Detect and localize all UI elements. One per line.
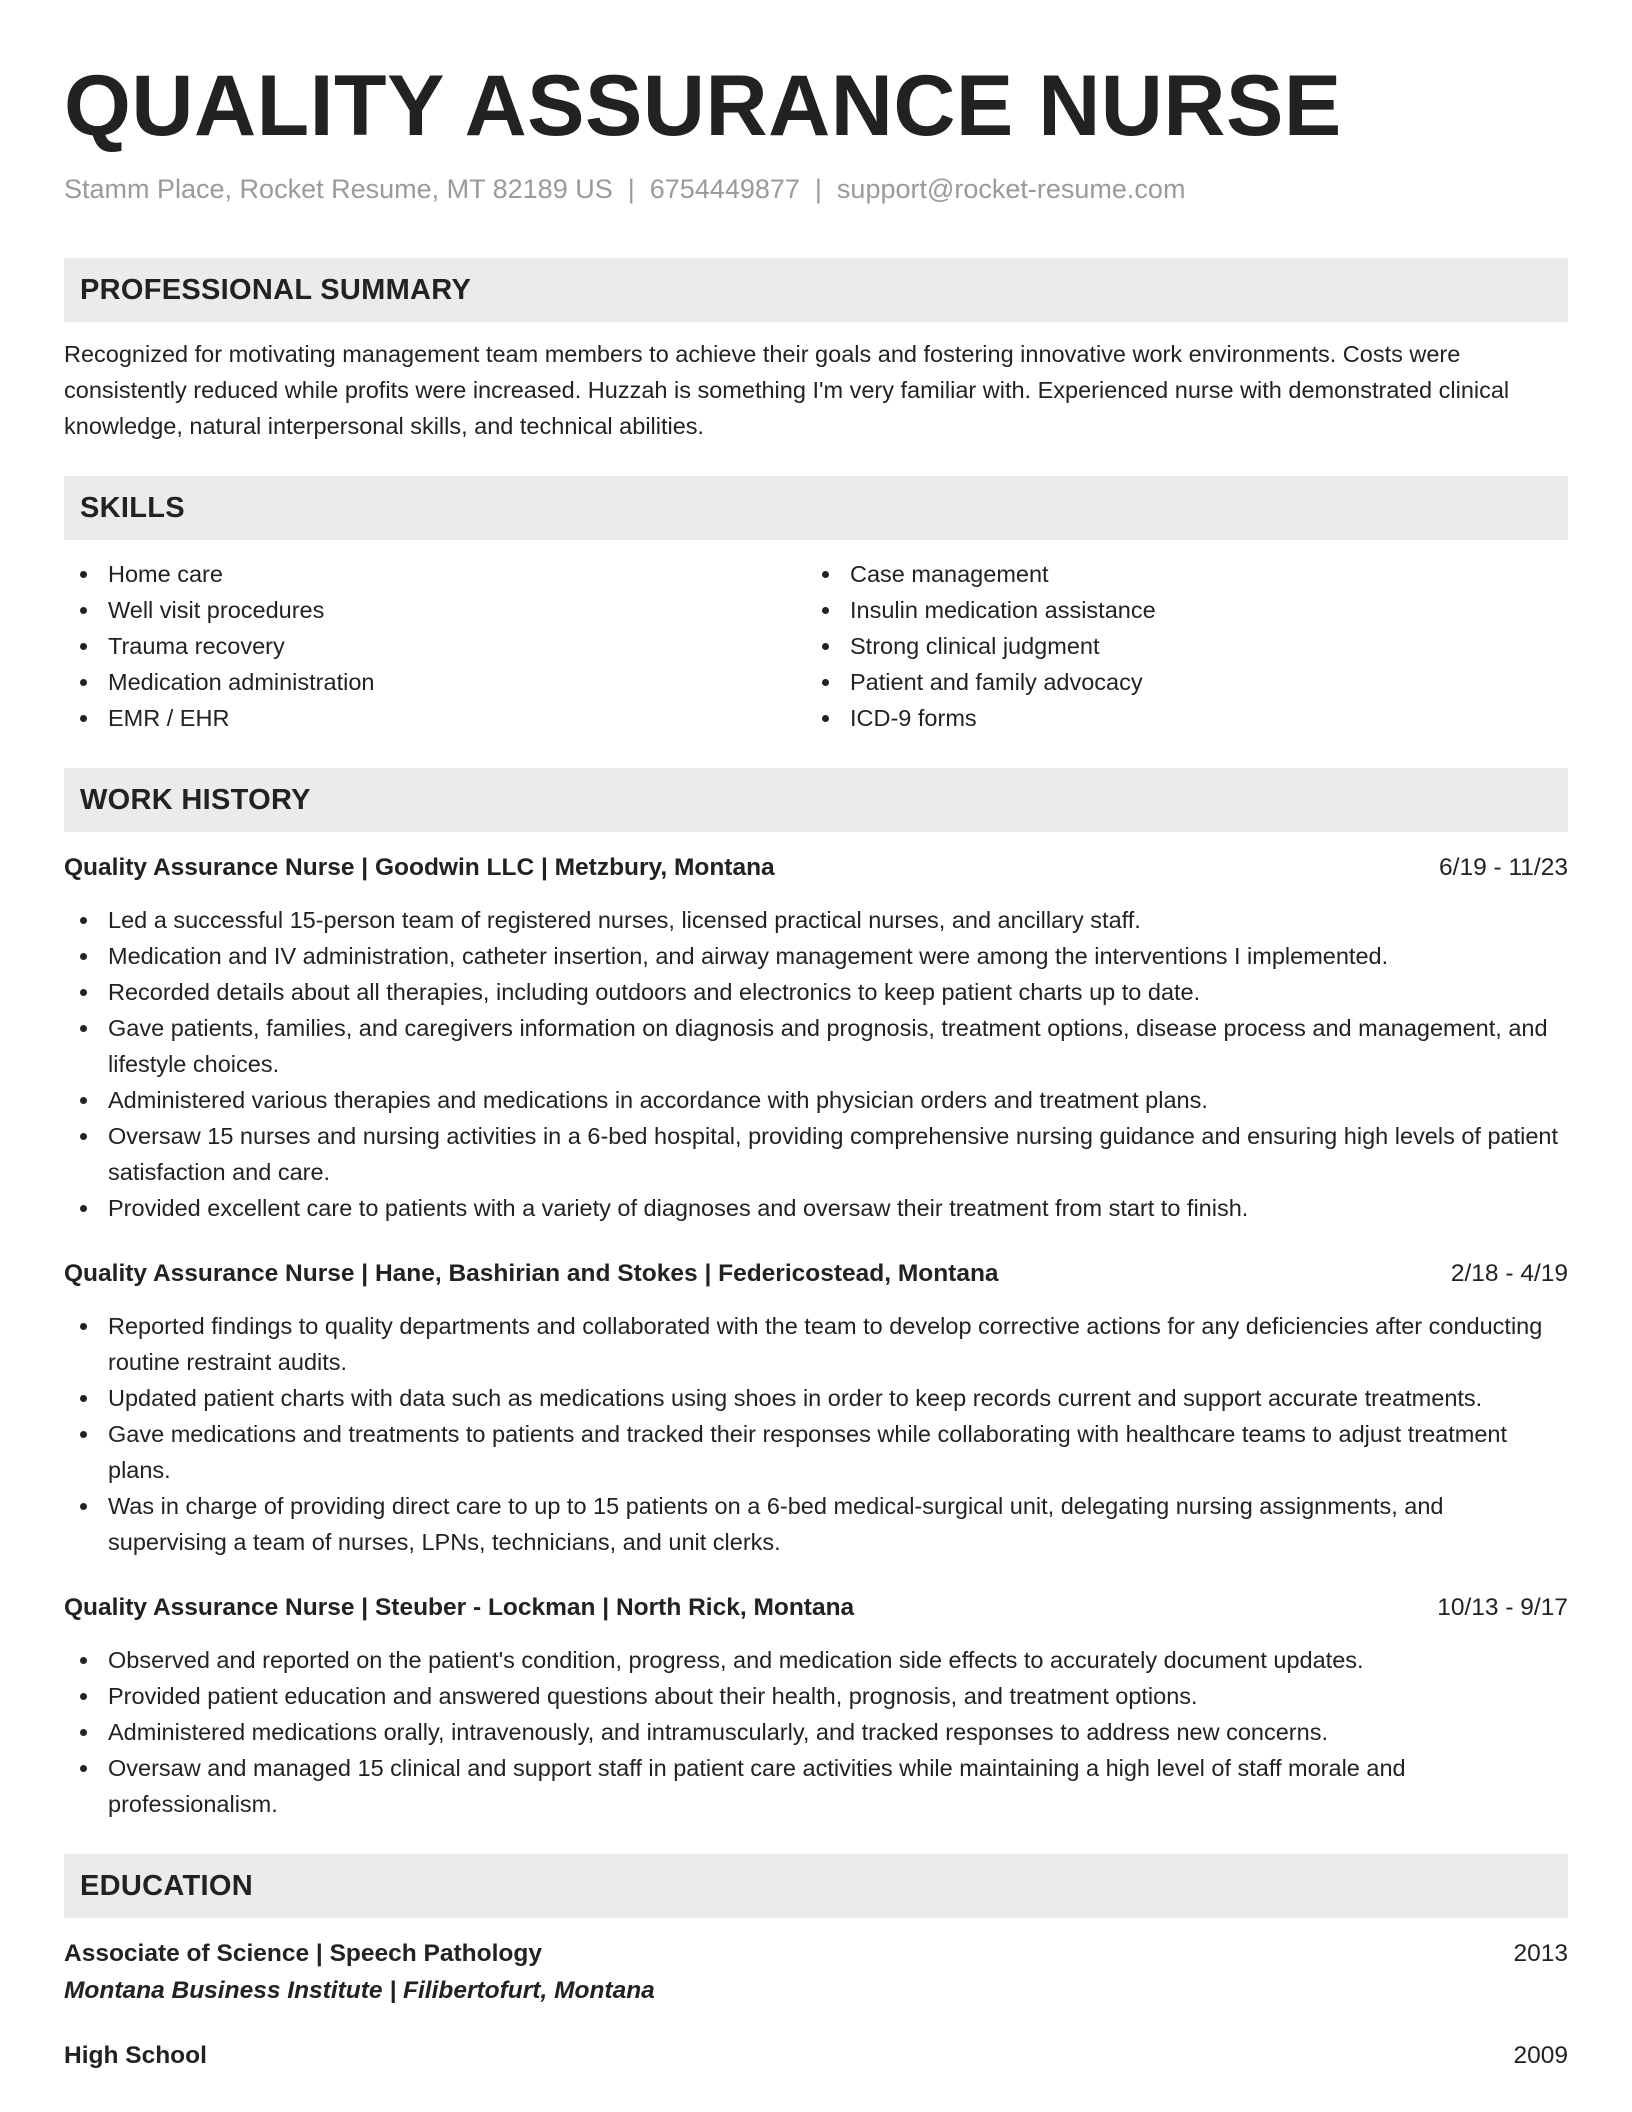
education-header [64, 2038, 1568, 2074]
job-header [64, 850, 1568, 886]
education-entry [64, 2038, 1568, 2074]
job-header [64, 1590, 1568, 1626]
contact-separator: | [814, 174, 822, 204]
job-bullet: Reported findings to quality departments and collaborated with the team to develop corrective actions for any deficiencies after conducting routine restraint audits. [64, 1308, 1568, 1380]
education-entry [64, 1936, 1568, 2010]
job-dates: 6/19 - 11/23 [1439, 854, 1568, 881]
skill-item: Case management [806, 556, 1156, 592]
education-year: 2013 [1513, 1940, 1568, 1967]
job-bullet: Recorded details about all therapies, including outdoors and electronics to keep patient charts up to date. [64, 974, 1568, 1010]
job-bullet: Administered medications orally, intravenously, and intramuscularly, and tracked responses to address new concerns. [64, 1714, 1568, 1750]
summary-heading: PROFESSIONAL SUMMARY [64, 258, 1568, 322]
job-bullet: Provided excellent care to patients with a variety of diagnoses and oversaw their treatment from start to finish. [64, 1190, 1568, 1226]
job-bullet: Oversaw and managed 15 clinical and support staff in patient care activities while maintaining a high level of staff morale and professionalism. [64, 1750, 1568, 1822]
skill-item: ICD-9 forms [806, 700, 1156, 736]
job-bullet: Administered various therapies and medications in accordance with physician orders and treatment plans. [64, 1082, 1568, 1118]
skills-column-right [806, 556, 1156, 736]
contact-address: Stamm Place, Rocket Resume, MT 82189 US [64, 174, 613, 204]
job-bullet: Provided patient education and answered questions about their health, prognosis, and treatment options. [64, 1678, 1568, 1714]
skill-item: Patient and family advocacy [806, 664, 1156, 700]
skill-item: Well visit procedures [64, 592, 806, 628]
skill-item: Insulin medication assistance [806, 592, 1156, 628]
education-heading: EDUCATION [64, 1854, 1568, 1918]
job-title: Quality Assurance Nurse | Hane, Bashirian and Stokes | Federicostead, Montana [64, 1260, 999, 1287]
skills-list [64, 556, 1568, 736]
job-bullets [64, 1308, 1568, 1560]
contact-line [64, 172, 1568, 206]
job-dates: 10/13 - 9/17 [1437, 1594, 1568, 1621]
job-dates: 2/18 - 4/19 [1450, 1260, 1568, 1287]
education-header [64, 1936, 1568, 1972]
education-degree: High School [64, 2042, 207, 2069]
work-history-heading: WORK HISTORY [64, 768, 1568, 832]
job-title: Quality Assurance Nurse | Steuber - Lockman | North Rick, Montana [64, 1594, 855, 1621]
job-bullet: Updated patient charts with data such as medications using shoes in order to keep records current and support accurate treatments. [64, 1380, 1568, 1416]
job-bullet: Was in charge of providing direct care to up to 15 patients on a 6-bed medical-surgical unit, delegating nursing assignments, and supervising a team of nurses, LPNs, technicians, and unit clerks. [64, 1488, 1568, 1560]
education-school: Montana Business Institute | Filibertofurt, Montana [64, 1977, 655, 2004]
skill-item: EMR / EHR [64, 700, 806, 736]
skills-column-left [64, 556, 806, 736]
job-bullet: Oversaw 15 nurses and nursing activities in a 6-bed hospital, providing comprehensive nursing guidance and ensuring high levels of patient satisfaction and care. [64, 1118, 1568, 1190]
job-header [64, 1256, 1568, 1292]
page-title: QUALITY ASSURANCE NURSE [64, 58, 1342, 154]
education-degree: Associate of Science | Speech Pathology [64, 1940, 542, 1967]
job-title: Quality Assurance Nurse | Goodwin LLC | Metzbury, Montana [64, 854, 775, 881]
skill-item: Medication administration [64, 664, 806, 700]
resume-page [64, 0, 1568, 2074]
job-bullet: Medication and IV administration, catheter insertion, and airway management were among the interventions I implemented. [64, 938, 1568, 974]
contact-separator: | [627, 174, 635, 204]
job-bullet: Gave patients, families, and caregivers information on diagnosis and prognosis, treatment options, disease process and management, and lifestyle choices. [64, 1010, 1568, 1082]
job-bullets [64, 902, 1568, 1226]
contact-email: support@rocket-resume.com [836, 174, 1186, 204]
job-bullet: Gave medications and treatments to patients and tracked their responses while collaborating with healthcare teams to adjust treatment plans. [64, 1416, 1568, 1488]
skills-heading: SKILLS [64, 476, 1568, 540]
summary-text: Recognized for motivating management team members to achieve their goals and fostering innovative work environments. Costs were consistently reduced while profits were increased. Huzzah is something I'm very familiar with. Experienced nurse with demonstrated clinical knowledge, natural interpersonal skills, and technical abilities. [64, 341, 1510, 439]
job-bullet: Led a successful 15-person team of registered nurses, licensed practical nurses, and ancillary staff. [64, 902, 1568, 938]
skill-item: Home care [64, 556, 806, 592]
contact-phone: 6754449877 [649, 174, 800, 204]
job-entry [64, 1256, 1568, 1560]
skill-item: Strong clinical judgment [806, 628, 1156, 664]
job-entry [64, 1590, 1568, 1822]
job-bullet: Observed and reported on the patient's condition, progress, and medication side effects to accurately document updates. [64, 1642, 1568, 1678]
education-year: 2009 [1513, 2042, 1568, 2069]
job-entry [64, 850, 1568, 1226]
job-bullets [64, 1642, 1568, 1822]
skill-item: Trauma recovery [64, 628, 806, 664]
